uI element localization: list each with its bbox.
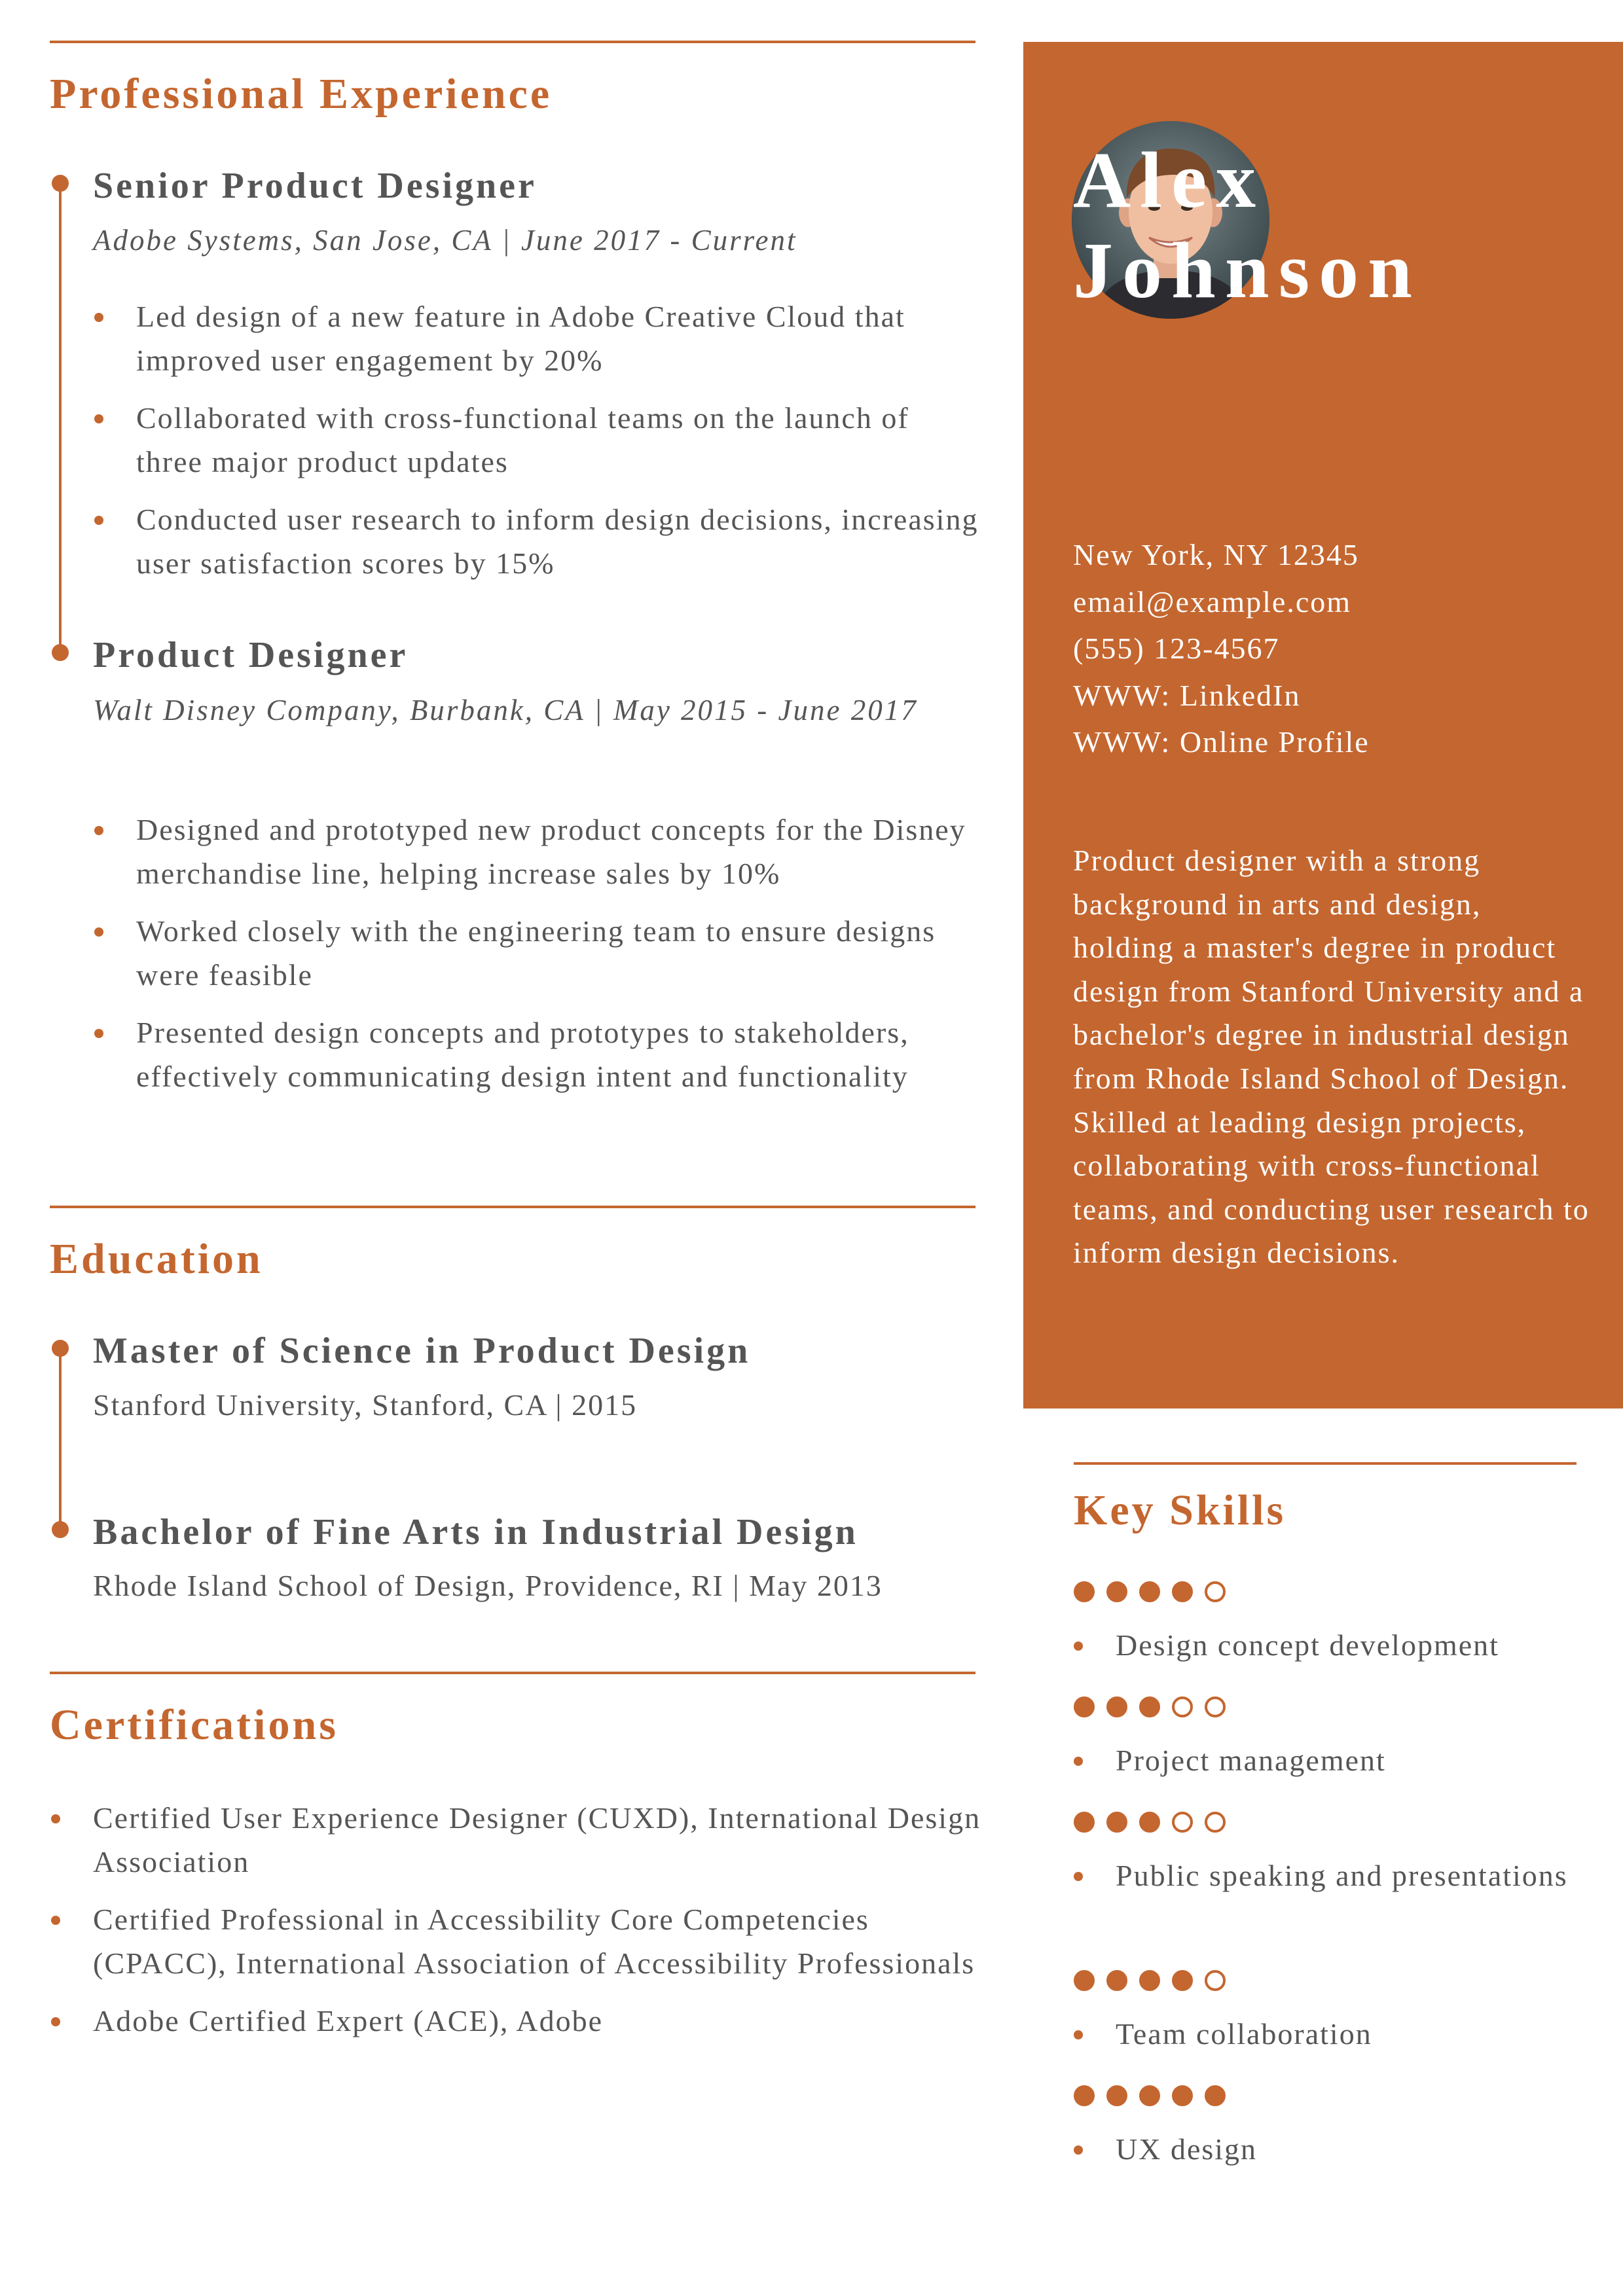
rating-dot-filled [1139, 1812, 1160, 1833]
rating-dot-filled [1139, 1696, 1160, 1717]
job-bullets [136, 295, 981, 599]
section-divider [50, 1206, 976, 1208]
list-item: Certified User Experience Designer (CUXD), International Design Association [93, 1796, 983, 1884]
degree-school: Stanford University, Stanford, CA | 2015 [93, 1388, 638, 1422]
contact-online-profile[interactable]: WWW: Online Profile [1073, 725, 1370, 759]
skills-heading: Key Skills [1074, 1486, 1286, 1534]
contact-email[interactable]: email@example.com [1073, 584, 1352, 619]
section-divider [1074, 1462, 1577, 1465]
profile-summary: Product designer with a strong background in arts and design, holding a master's degree in product design from Stanford University and a bachelor's degree in industrial design from Rhode Island School of Design. Skilled at leading design projects, collaborating with cross-functional teams, and conducting user research to inform design decisions. [1073, 844, 1590, 1270]
timeline-dot [52, 1340, 69, 1357]
degree-title: Bachelor of Fine Arts in Industrial Design [93, 1512, 858, 1552]
rating-dot-filled [1205, 2085, 1226, 2106]
list-item: Led design of a new feature in Adobe Creative Cloud that improved user engagement by 20% [136, 295, 981, 382]
skill-name: Team collaboration [1116, 2012, 1574, 2056]
rating-dot-filled [1106, 2085, 1127, 2106]
section-divider [50, 1672, 976, 1674]
experience-timeline [59, 185, 62, 658]
list-item: Adobe Certified Expert (ACE), Adobe [93, 1999, 983, 2043]
rating-dot-filled [1106, 1581, 1127, 1602]
rating-dot-filled [1074, 1696, 1095, 1717]
section-divider [50, 41, 976, 43]
skill-rating [1074, 1696, 1226, 1717]
rating-dot-filled [1139, 2085, 1160, 2106]
rating-dot-filled [1172, 1970, 1193, 1991]
list-item: Presented design concepts and prototypes to stakeholders, effectively communicating design intent and functionality [136, 1011, 981, 1098]
rating-dot-filled [1106, 1970, 1127, 1991]
skill-name: UX design [1116, 2127, 1574, 2171]
degree-school: Rhode Island School of Design, Providence, RI | May 2013 [93, 1569, 883, 1602]
rating-dot-filled [1074, 1581, 1095, 1602]
first-name: Alex [1073, 136, 1266, 224]
contact-phone[interactable]: (555) 123-4567 [1073, 632, 1280, 665]
list-item: Worked closely with the engineering team to ensure designs were feasible [136, 909, 981, 997]
timeline-dot [52, 175, 69, 192]
left-column [50, 0, 981, 2296]
skill-rating [1074, 1812, 1226, 1833]
skill-rating [1074, 1581, 1226, 1602]
list-item: Collaborated with cross-functional teams on the launch of three major product updates [136, 396, 981, 484]
skills-column [1074, 0, 1578, 2296]
contact-linkedin[interactable]: WWW: LinkedIn [1073, 678, 1301, 712]
experience-heading: Professional Experience [50, 70, 553, 118]
rating-dot-filled [1139, 1970, 1160, 1991]
rating-dot-filled [1106, 1812, 1127, 1833]
job-title: Senior Product Designer [93, 166, 537, 206]
rating-dot-filled [1172, 1581, 1193, 1602]
skill-rating [1074, 1970, 1226, 1991]
rating-dot-filled [1074, 2085, 1095, 2106]
job-company-dates: Adobe Systems, San Jose, CA | June 2017 - Current [93, 224, 797, 257]
rating-dot-filled [1074, 1812, 1095, 1833]
list-item: Conducted user research to inform design decisions, increasing user satisfaction scores by 15% [136, 497, 981, 585]
rating-dot-empty [1205, 1696, 1226, 1717]
timeline-dot [52, 1521, 69, 1538]
skill-name: Public speaking and presentations [1116, 1854, 1574, 1897]
contact-address: New York, NY 12345 [1073, 538, 1359, 571]
rating-dot-empty [1205, 1970, 1226, 1991]
skill-rating [1074, 2085, 1226, 2106]
certifications-list [93, 1796, 983, 2056]
rating-dot-filled [1106, 1696, 1127, 1717]
skill-name: Design concept development [1116, 1623, 1574, 1667]
rating-dot-empty [1172, 1812, 1193, 1833]
degree-title: Master of Science in Product Design [93, 1331, 751, 1371]
rating-dot-filled [1172, 2085, 1193, 2106]
certifications-heading: Certifications [50, 1701, 338, 1749]
education-timeline [59, 1348, 62, 1530]
last-name: Johnson [1073, 226, 1422, 315]
rating-dot-empty [1172, 1696, 1193, 1717]
job-title: Product Designer [93, 635, 409, 675]
rating-dot-empty [1205, 1812, 1226, 1833]
rating-dot-filled [1139, 1581, 1160, 1602]
job-company-dates: Walt Disney Company, Burbank, CA | May 2015 - June 2017 [93, 694, 918, 726]
rating-dot-empty [1205, 1581, 1226, 1602]
rating-dot-filled [1074, 1970, 1095, 1991]
timeline-dot [52, 644, 69, 661]
skill-name: Project management [1116, 1738, 1574, 1782]
list-item: Certified Professional in Accessibility Core Competencies (CPACC), International Association of Accessibility Professionals [93, 1897, 983, 1985]
job-bullets [136, 808, 981, 1112]
education-heading: Education [50, 1235, 263, 1283]
list-item: Designed and prototyped new product concepts for the Disney merchandise line, helping increase sales by 10% [136, 808, 981, 895]
